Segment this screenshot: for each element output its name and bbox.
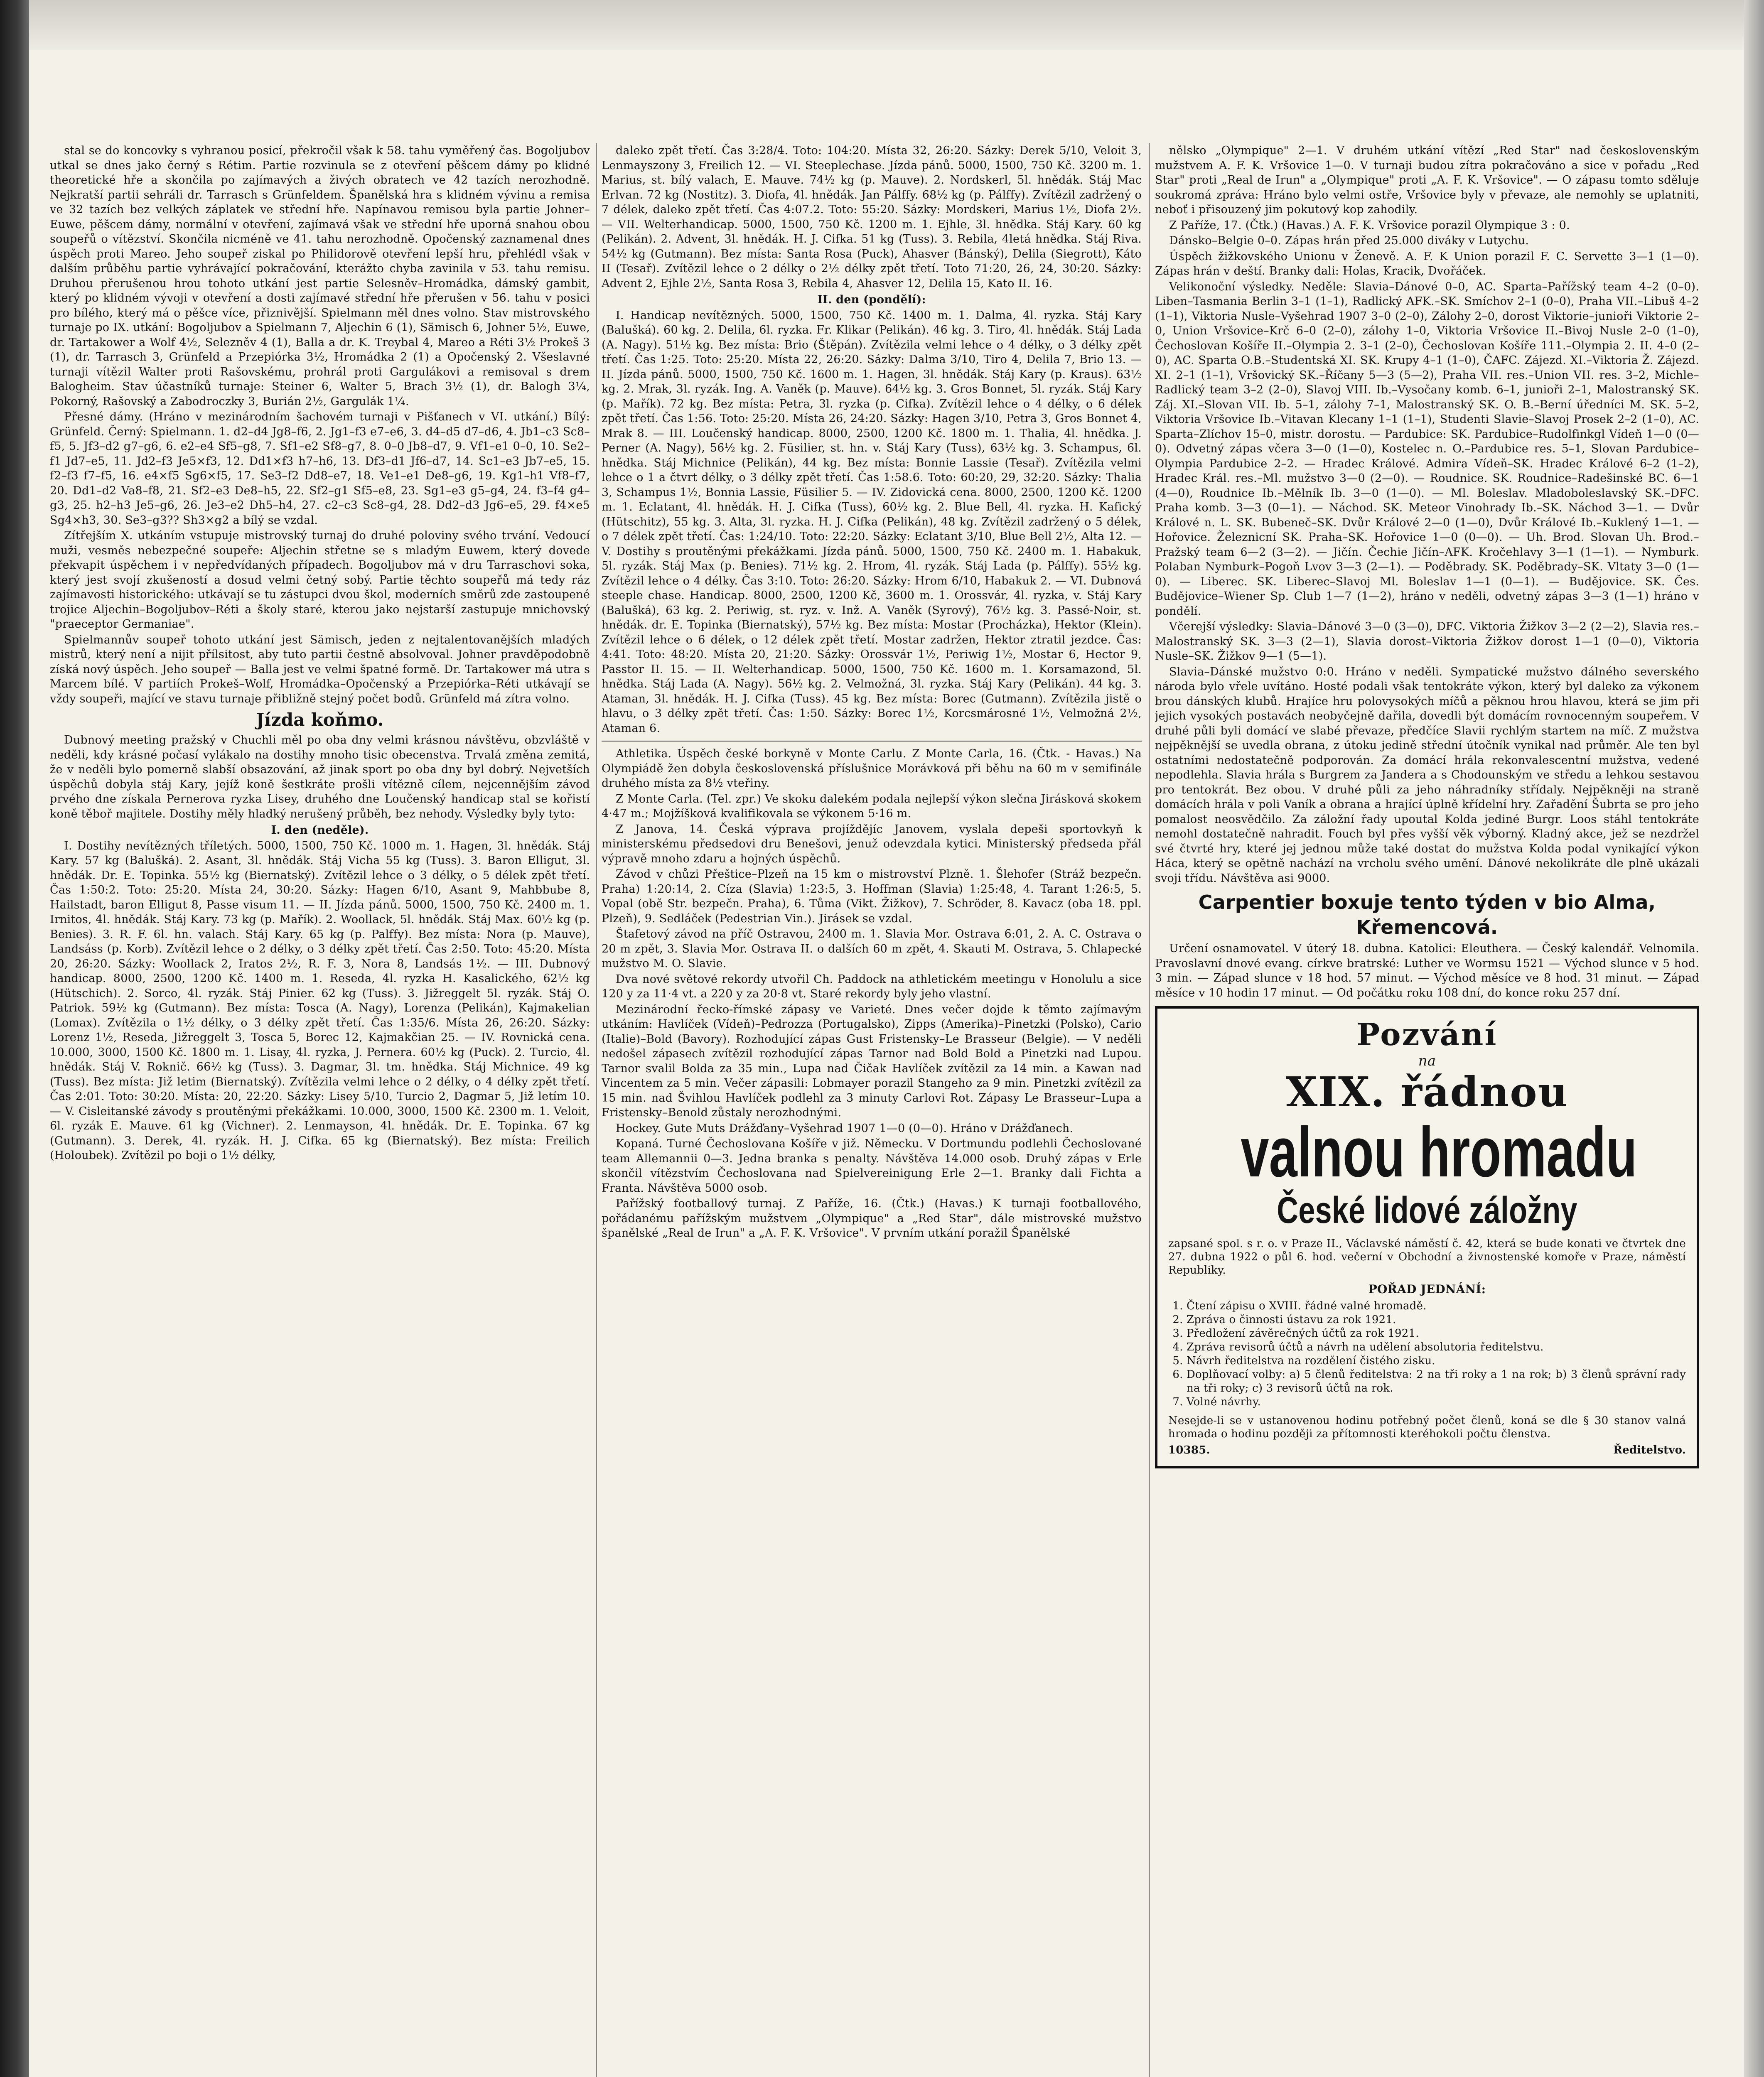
program-item: 7. Volné návrhy. <box>1187 1395 1686 1409</box>
hockey-paragraph: Hockey. Gute Muts Drážďany–Vyšehrad 1907 1—0 (0—0). Hráno v Drážďanech. <box>616 1122 1074 1135</box>
program-item: 5. Návrh ředitelstva na rozdělení čistého zisku. <box>1187 1354 1686 1368</box>
column-rule <box>596 143 597 2077</box>
calendar-paragraph: Určení osnamovatel. V úterý 18. dubna. Katolici: Eleuthera. — Český kalendář. Velnomila. Pravoslavní dnové evang. církve bratrské: Luther ve Wormsu 1521 — Východ slunce v 5 hod. 3 min. — Západ slunce v 18 hod. 57 minut. — Východ měsíce ve 8 hod. 31 minut. — Západ měsíce v 10 hodin 17 minut. — Od počátku roku 108 dní, do konce roku 257 dní. <box>1155 942 1699 999</box>
racing-results: I. Dostihy nevítězných tříletých. 5000, 1500, 750 Kč. 1000 m. 1. Hagen, 3l. hnědák. Stáj Kary. 57 kg (Balušká). 2. Asant, 3l. hnědák. Stáj Vicha 55 kg (Tuss). 3. Baron Elligut, 3l. hnědák. Dr. E. Topinka. 55½ kg (Biernatský). Zvítězil lehce o 3 délky, o 5 délek zpět třetí. Čas 1:50:2. Toto: 25:20. Místa 24, 30:20. Sázky: Hagen 6/10, Asant 9, Mahbbube 8, Hailstadt, baron Elligut 8, Passe visum 11. — II. Jízda pánů. 5000, 1500, 750 Kč. 2400 m. 1. Irnitos, 4l. hnědák. Stáj Kary. 73 kg (p. Mařík). 2. Woollack, 5l. hnědák. Stáj Max. 60½ kg (p. Benies). 3. R. F. 6l. hn. valach. Stáj Kary. 65 kg (p. Palffy). Bez místa: Nora (p. Mauve), Landsáss (p. Korb). Zvítězil lehce o 2 délky, o 3 délky zpět třetí. Čas 2:50. Toto: 45:20. Místa 20, 26:20. Sázky: Woollack 2, Iratos 2½, R. F. 3, Nora 8, Landsás 1½. — III. Dubnový handicap. 8000, 2500, 1200 Kč. 1400 m. 1. Reseda, 4l. ryzka H. Kasalického, 62½ kg (Hütschich). 2. Sorco, 4l. ryzák. Stáj Pinier. 62 kg (Tuss). 3. Jižreggelt 5l. ryzák. Stáj O. Patriok. 59½ kg (Gutmann). Bez místa: Tosca (A. Nagy), Lorenza (Pelikán), Kajmakelian (Lomax). Zvítězila o 1½ délky, o 3 délky zpět třetí. Čas 1:35/6. Místa 26, 26:20. Sázky: Lorenz 1½, Reseda, Jižreggelt 3, Tosca 5, Borec 12, Kajmakčian 25. — IV. Rovnická cena. 10.000, 3000, 1500 Kč. 1800 m. 1. Lisay, 4l. ryzka, J. Pernera. 60½ kg (Puck). 2. Turcio, 4l. hnědák. Stáj V. Roknič. 66½ kg (Tuss). 3. Dagmar, 3l. tm. hnědka. Stáj Michnice. 49 kg (Tuss). Bez místa: Již letim (Biernatský). Zvítězila velmi lehce o 2 délky, o 4 délky zpět třetí. Čas 2:01. Toto: 30:20. Místa: 20, 22:20. Sázky: Lisey 5/10, Turcio 2, Dagmar 5, Již letím 10. — V. Cisleitanské závody s proutěnými překážkami. 10.000, 3000, 1500 Kč. 2300 m. 1. Veloit, 6l. ryzák E. Mauve. 61 kg (Vichner). 2. Lenmayson, 4l. hnědák. Dr. E. Topinka. 67 kg (Gutmann). 3. Derek, 4l. ryzák. H. J. Cifka. 65 kg (Biernatský). Bez místa: Freilich (Holoubek). Zvítězil po boji o 1½ délky, <box>50 839 590 1162</box>
easter-results: Velikonoční výsledky. Neděle: Slavia–Dánové 0–0, AC. Sparta–Pařížský team 4–2 (0–0). Liben–Tasmania Berlin 3–1 (1–1), Radlický AFK.–SK. Smíchov 2–1 (0–0), Praha VII.–Libuš 4–2 (1–1), Viktoria Nusle–Vyšehrad 1907 3–0 (2–0), Zálohy 2–0, dorost Viktorie–junioři Viktorie 2–0, Union Vršovice–Krč 6–0 (2–0), zálohy 1–0, Viktoria Vršovice II.–Bivoj Nusle 2–0 (1–0), Čechoslovan Košíře II.–Olympia 2. 3–1 (2–0), Čechoslovan Košíře 111.–Olympia 2. II. 4–0 (2–0), AC. Sparta O.B.–Studentská XI. SK. Krupy 4–1 (1–0), ČAFC. Zájezd. XI.–Viktoria Ž. Zájezd. XI. 2–1 (1–1), Vršovický SK.–Říčany 5—3 (5—2), Praha VII. res.–Union VII. res. 3–2, Michle–Radlický team 3–2 (2–0), Slavoj VIII. Ib.–Vysočany komb. 6–1, junioři 2–1, Malostranský SK. Záj. XI.–Slovan VII. Ib. 5–1, zálohy 7–1, Malostranský SK. O. B.–Berní úředníci M. SK. 5–2, Viktoria Vršovice Ib.–Vitavan Klecany 1–1 (1–1), Studenti Slavie–Slavoj Prosek 2–2 (1–0), AC. Sparta–Zlíchov 15–0, mistr. dorostu. — Pardubice: SK. Pardubice–Rudolfinkgl Vídeň 1—0 (0—0). Odvetný zápas včera 3—0 (1—0), Kostelec n. O.–Pardubice res. 5–1, Slovan Pardubice–Olympia Pardubice 2–2. — Hradec Králové. Admira Vídeň–SK. Hradec Králové 6–2 (1–2), Hradec Král. res.–Ml. mužstvo 3—0 (2—0). — Roudnice. SK. Roudnice–Radešinské BC. 6—1 (4—0), Roudnice Ib.–Mělník Ib. 3—0 (1—0). — Ml. Boleslav. Mladoboleslavský SK.–DFC. Praha komb. 3—3 (0—1). — Náchod. SK. Meteor Vinohrady Ib.–SK. Náchod 3—1. — Dvůr Králové n. L. SK. Bubeneč–SK. Dvůr Králové 2—0 (1—0), Dvůr Králové Ib.–Kuklený 1—1. — Hořovice. Železnicní SK. Praha–SK. Hořovice 1—0 (0—0). — Uh. Brod. Slovan Uh. Brod.–Pražský team 6—2 (3—2). — Jičín. Čechie Jičín–AFK. Kročehlavy 3—1 (1—1). — Nymburk. Polaban Nymburk–Pogoň Lvov 3—3 (2—1). — Poděbrady. SK. Poděbrady–SK. Vltaty 3—0 (1—0). — Liberec. SK. Liberec–Slavoj Ml. Boleslav 1—1 (0—1). — Budějovice. SK. Čes. Budějovice–Wiener Sp. Club 1—7 (1—2), hráno v neděli, odvetný zápas 3—3 (1—1) hráno v pondělí. <box>1155 280 1699 618</box>
football-paragraph: Úspěch žižkovského Unionu v Ženevě. A. F. K Union porazil F. C. Servette 3—1 (1—0). Zápas hrán v deští. Branky dali: Holas, Kracik, Dvořáček. <box>1155 250 1699 277</box>
athletics-paragraph: Athletika. Úspěch české borkyně v Monte Carlu. Z Monte Carla, 16. (Čtk. - Havas.) Na Olympiádě žen dobyla československá příslušnice Morávková při běhu na 60 m v semifinále druhého místa za 8½ vteřiny. <box>602 747 1142 790</box>
football-paragraph: Dánsko–Belgie 0–0. Zápas hrán před 25.000 diváky v Lutychu. <box>1169 234 1529 247</box>
records-paragraph: Dva nové světové rekordy utvořil Ch. Paddock na athletickém meetingu v Honolulu a sice 120 y za 11·4 vt. a 220 y za 20·8 vt. Staré rekordy byly jeho vlastní. <box>602 972 1142 1000</box>
football-paragraph: nělsko „Olympique" 2—1. V druhém utkání vítězí „Red Star" nad československým mužstvem A. F. K. Vršovice 1—0. V turnaji budou zítra pokračováno a sice v pořadu „Red Star" proti „Real de Irun" a „Olympique" proti „A. F. K. Vršovice". — O zápasu tomto sděluje soukromá zpráva: Hráno bylo velmi ostře, Vršovice byly v převaze, ale nemohly se uplatniti, neboť i přisouzený jim pokutový kop zahodily. <box>1155 144 1699 216</box>
racing-day-heading: I. den (neděle). <box>271 824 369 837</box>
athletics-paragraph: Z Monte Carla. (Tel. zpr.) Ve skoku dalekém podala nejlepší výkon slečna Jirásková skokem 4·47 m.; Mojžíšková kvalifikovala se výkonem 5·16 m. <box>602 792 1142 820</box>
racing-results-day2: I. Handicap nevítězných. 5000, 1500, 750 Kč. 1400 m. 1. Dalma, 4l. ryzka. Stáj Kary (Balušká). 60 kg. 2. Delila, 6l. ryzka. Fr. Klikar (Pelikán). 46 kg. 3. Tiro, 4l. hnědák. Stáj Lada (A. Nagy). 51½ kg. Bez místa: Brio (Štěpán). Zvítězila velmi lehce o 4 délky, o 3 délky zpět třetí. Čas 1:25. Toto: 25:20. Místa 22, 26:20. Sázky: Dalma 3/10, Tiro 4, Delila 7, Brio 13. — II. Jízda pánů. 5000, 1500, 750 Kč. 1600 m. 1. Hagen, 3l. hnědák. Stáj Kary (p. Kraus). 63½ kg. 2. Mrak, 3l. ryzák. Ing. A. Vaněk (p. Mauve). 64½ kg. 3. Gros Bonnet, 5l. ryzák. Stáj Kary (p. Mařík). 72 kg. Bez místa: Petra, 3l. ryzka (p. Cifka). Zvítězil lehce o 4 délky, o 6 délek zpět třetí. Čas 1:56. Toto: 25:20. Místa 26, 24:20. Sázky: Hagen 3/10, Petra 3, Gros Bonnet 4, Mrak 8. — III. Loučenský handicap. 8000, 2500, 1200 Kč. 1800 m. 1. Thalia, 4l. hnědka. J. Perner (A. Nagy), 56½ kg. 2. Füsilier, st. hn. v. Stáj Kary (Tuss), 63½ kg. 3. Schampus, 6l. hnědka. Stáj Michnice (Pelikán), 44 kg. Bez místa: Bonnie Lassie (Tesař). Zvítězila velmi lehce o 1 a čtvrt délky, o 3 délky zpět třetí. Čas 1:58.6. Toto: 60:20, 29, 32:20. Sázky: Thalia 3, Schampus 1½, Bonnia Lassie, Füsilier 5. — IV. Zidovická cena. 8000, 2500, 1200 Kč. 1200 m. 1. Eclatant, 4l. hnědák. H. J. Cifka (Tuss), 60½ kg. 2. Blue Bell, 4l. ryzka. H. Kafický (Hütschitz), 55 kg. 3. Alta, 3l. ryzka. H. J. Cifka (Pelikán), 48 kg. Zvítězil zadržený o 5 délek, o 7 délek zpět třetí. Čas: 1:24/10. Toto: 22:20. Sázky: Eclatant 3/10, Blue Bell 2½, Alta 12. — V. Dostihy s proutěnými překážkami. Jízda pánů. 5000, 1500, 750 Kč. 2400 m. 1. Habakuk, 5l. ryzák. Stáj Max (p. Benies). 71½ kg. 2. Hrom, 4l. ryzák. Stáj Lada (p. Pálffy). 55½ kg. Zvítězil lehce o 4 délky. Čas 3:10. Toto: 26:20. Sázky: Hrom 6/10, Habakuk 2. — VI. Dubnová steeple chase. Handicap. 8000, 2500, 1200 Kč, 3600 m. 1. Orossvár, 4l. ryzka, v. Stáj Kary (Balušká), 63 kg. 2. Periwig, st. ryz. v. Inž. A. Vaněk (Syrový), 76½ kg. 3. Passé-Noir, st. hnědák. dr. E. Topinka (Biernatský), 57½ kg. Bez místa: Mostar (Procházka), Hektor (Klein). Zvítězil lehce o 6 délek, o 12 délek zpět třetí. Mostar zadržen, Hektor ztratil jezdce. Čas: 4:41. Toto: 48:20. Místa 20, 21:20. Sázky: Orossvár 1½, Periwig 1½, Mostar 6, Hector 9, Passtor II. 15. — II. Welterhandicap. 5000, 1500, 750 Kč. 1600 m. 1. Korsamazond, 5l. hnědka. Stáj Lada (A. Nagy). 56½ kg. 2. Velmožná, 3l. ryzka. Stáj Kary (Pelikán). 44 kg. 3. Ataman, 3l. hnědák. H. J. Cifka (Tuss). 45 kg. Bez místa: Borec (Gutmann). Zvítězila jistě o hlavu, o 3 délky zpět třetí. Čas: 1:50. Sázky: Borec 1½, Korcsmárosné 1½, Velmožná 2½, Ataman 6. <box>602 309 1142 735</box>
racing-day2-heading: II. den (pondělí): <box>817 293 926 306</box>
boxing-banner: Carpentier boxuje tento týden v bio Alma, Křemencová. <box>1198 891 1656 938</box>
column-rule <box>1149 143 1150 2077</box>
scan-right-edge <box>1744 0 1764 2077</box>
column-3 <box>1155 143 1699 2077</box>
invitation-program-title: POŘAD JEDNÁNÍ: <box>1368 1282 1486 1296</box>
chess-game-notation: Přesné dámy. (Hráno v mezinárodním šachovém turnaji v Pišťanech v VI. utkání.) Bílý: Grünfeld. Černý: Spielmann. 1. d2–d4 Jg8–f6, 2. Jg1–f3 e7–e6, 3. d4–d5 d7–d6, 4. Jb1–c3 Sc8–f5, 5. Jf3–d2 g7–g6, 6. e2–e4 Sf5–g8, 7. Sf1–e2 Sf8–g7, 8. 0–0 Jb8–d7, 9. Vf1–e1 0–0, 10. Se2–f1 Jd7–e5, 11. Jd2–f3 Je5×f3, 12. Dd1×f3 h7–h6, 13. Df3–d1 Jf6–d7, 14. Sc1–e3 Jb7–e5, 15. f2–f3 f7–f5, 16. e4×f5 Sg6×f5, 17. Se3–f2 Dd8–e7, 18. Ve1–e1 De8–g6, 19. Kg1–h1 Vf8–f7, 20. Dd1–d2 Va8–f8, 21. Sf2–e3 De8–h5, 22. Sf2–g1 Sf5–e8, 23. Sg1–e3 g5–g4, 24. f3–f4 g4–g3, 25. h2–h3 Je5–g6, 26. Je3–e2 Dh5–h4, 27. c2–c3 Sc8–g4, 28. Dd2–d3 Jg6–e5, 29. f4×e5 Sg4×h3, 30. Se3–g3?? Sh3×g2 a bílý se vzdal. <box>50 410 590 527</box>
racing-results-cont: daleko zpět třetí. Čas 3:28/4. Toto: 104:20. Místa 32, 26:20. Sázky: Derek 5/10, Veloit 3, Lenmayszony 3, Freilich 12. — VI. Steeplechase. Jízda pánů. 5000, 1500, 750 Kč. 3200 m. 1. Marius, st. bílý valach, E. Mauve. 74½ kg (p. Mauve). 2. Nordskerl, 5l. hnědák. Stáj Mac Erlvan. 72 kg (Nostitz). 3. Diofa, 4l. hnědák. Jan Pálffy. 68½ kg (p. Pálffy). Zvítězil zadržený o 7 délek, daleko zpět třetí. Čas 4:07.2. Toto: 55:20. Sázky: Mordskeri, Marius 1½, Diofa 2½. — VII. Welterhandicap. 5000, 1500, 750 Kč. 1200 m. 1. Ejhle, 3l. hnědka. Stáj Kary. 60 kg (Pelikán). 2. Advent, 3l. hnědák. H. J. Cifka. 51 kg (Tuss). 3. Rebila, 4letá hnědka. Stáj Riva. 54½ kg (Gutmann). Bez místa: Santa Rosa (Puck), Ahasver (Bánský), Delila (Siegrott), Káto II (Tesař). Zvítězil lehce o 2 délky o 2½ délky zpět třetí. Toto 71:20, 26, 24, 30:20. Sázky: Advent 2, Ejhle 2½, Santa Rosa 3, Rebila 4, Ahasver 12, Delila 15, Kato II. 16. <box>602 144 1142 290</box>
invitation-signoff <box>1168 1443 1686 1458</box>
invitation-valnou-hromadu: valnou hromadu <box>1241 1113 1637 1192</box>
scan-top-edge <box>29 0 1744 50</box>
invitation-org-name: České lidové záložny <box>1277 1190 1577 1231</box>
chess-report-paragraph: stal se do koncovky s vyhranou posicí, překročil však k 58. tahu vyměřený čas. Bogoljubov utkal se dnes jako černý s Rétim. Partie rozvinula se z otevření pěšcem dámy po klidné theoretické hře a skončila po zajímavých a živých obratech ve 42 tazích nerozhodně. Nejkratší partii sehráli dr. Tarrasch s Grünfeldem. Španělská hra s klidném vývinu a remisa ve 32 tazích bez velkých záplatek ve střední hře. Napínavou remisou byla partie Johner–Euwe, pěšcem dámy, normální v otevření, zajímavá však ve střední hře uporná snahou obou soupeřů o vítězství. Skončila nicméně ve 41. tahu nerozhodně. Opočenský zaznamenal dnes úspěch proti Mareo. Jeho soupeř ziskal po Philidorově otevření lepší hru, přehlédl však v dalším průběhu partie vyhrávající pokračování, kterážto chyba zavinila v 53. tahu remisu. Druhou přerušenou hrou tohoto utkání jest partie Selesněv–Hromádka, dámský gambit, který po klidném vývoji v otevření a dosti zajímavé střední hře přerušen v 56. tahu v posici pro bílého, který má o pěšce více, přiznivější. Spielmann měl dnes volno. Stav mistrovského turnaje po IX. utkání: Bogoljubov a Spielmann 7, Aljechin 6 (1), Sämisch 6, Johner 5½, Euwe, dr. Tartakower a Wolf 4½, Selezněv 4 (1), Balla a dr. K. Treybal 4, Mareo a Réti 3½ Prokeš 3 (1), dr. Tarrasch 3, Grünfeld a Przepiórka 3½, Hromádka 2 (1) a Opočenský 2. Všeslavné turnaji vítězil Walter proti Rašovskému, prohrál proti Gargulákovi a remisoval s drem Balogheim. Stav účastníků turnaje: Steiner 6, Walter 5, Brach 3½ (1), dr. Balogh 3¼, Pokorný, Rašovský a Zabodroczky 3, Burián 2½, Gargulák 1¼. <box>50 144 590 408</box>
program-item: 6. Doplňovací volby: a) 5 členů ředitelstva: 2 na tři roky a 1 na rok; b) 3 členů správní rady na tři roky; c) 3 revisorů účtů na rok. <box>1187 1368 1686 1395</box>
program-item: 2. Zpráva o činnosti ústavu za rok 1921. <box>1187 1313 1686 1327</box>
yesterday-results: Včerejší výsledky: Slavia–Dánové 3—0 (3—0), DFC. Viktoria Žižkov 3—2 (2—2), Slavia res.–Malostranský SK. 3—3 (2—1), Slavia dorost–Viktoria Žižkov dorost 1—1 (0—0), Viktoria Nusle–SK. Žižkov 9—1 (5—1). <box>1155 620 1699 663</box>
athletics-paragraph: Z Janova, 14. Česká výprava projíždějíc Janovem, vyslala depeši sportovkyň k ministerskému předsedovi dru Benešovi, jenuž odevzdala kytici. Ministerský předseda přál výpravě mnoho zdaru a hojných úspěchů. <box>602 822 1142 865</box>
column-1 <box>50 143 590 2077</box>
chess-preview-paragraph-2: Spielmannův soupeř tohoto utkání jest Sämisch, jeden z nejtalentovanějších mladých mistrů, který není a nijit přílsitost, aby tuto partii čestně absolvoval. Johner pravděpodobně získá nový úspěch. Jeho soupeř — Balla jest ve velmi špatné formě. Dr. Tartakower má utra s Marcem bílé. V partiích Prokeš–Wolf, Hromádka–Opočenský a Przepiórka–Réti utkávají se vždy soupeři, mající ve stavu turnaje přibližně stejný počet bodů. Grünfeld má zítra volno. <box>50 633 590 705</box>
program-item: 3. Předložení závěrečných účtů za rok 1921. <box>1187 1327 1686 1340</box>
invitation-na: na <box>1418 1053 1436 1069</box>
invitation-intro: zapsané spol. s r. o. v Praze II., Václavské náměstí č. 42, která se bude konati ve čtvrtek dne 27. dubna 1922 o půl 6. hod. večerní v Obchodní a živnostenské komoře v Praze, náměstí Republiky. <box>1168 1237 1686 1277</box>
relay-race-paragraph: Štafetový závod na příč Ostravou, 2400 m. 1. Slavia Mor. Ostrava 6:01, 2. A. C. Ostrava o 20 m zpět, 3. Slavia Mor. Ostrava II. o dalších 60 m zpět, 4. Skauti M. Ostrava, 5. Chlapecké mužstvo M. O. Slavie. <box>602 928 1142 970</box>
slavia-match-report: Slavia–Dánské mužstvo 0:0. Hráno v neděli. Sympatické mužstvo dálného severského národa bylo vřele uvítáno. Hosté podali však tentokráte výkon, který byl daleko za výkonem brou dánských klubů. Hrajíce hru polovysokých míčů a pěknou hrou hlavou, která se jim při jejich vysokých postavách neobyčejně dařila, dovedli být domácím rovnocenným soupeřem. V druhé půli byli domácí ve slabé převaze, předčíce Slavii rychlým startem na míč. Z mužstva nejpěknější se uvedla obrana, z útoku jedině střední útočník vynikal nad průměr. Ale ten byl ostatními nedostatečně podporován. Za domácí hrála rekonvalescentní mužstva, vedené nepodlehla. Slavia hrála s Burgrem za Jandera a s Chodounským ve středu a lehkou sestavou pro tentokrát. Bez obou. V druhé půli za jeho náhradníky střídaly. Nejpěkněji na straně domácích hrála v poli Vaník a obrana a hrající úplně křídelní hry. Zařadění Šubrta se pro jeho pomalost neosvědčilo. Za záložní řady upoutal Kolda jediné Burgr. Loos stáhl tentokráte nemohl dostatečně nahradit. Fouch byl přes vyšší věk výborný. Kladný akce, jež se nezdržel své čtvrté hry, které jej jednou může také dostat do mužstva Kolda podal vynikající výkon Háca, který se opětně nachází na vrcholu svého umění. Dánové nekolikráte dle plně ukázali svoji třídu. Návštěva asi 9000. <box>1155 665 1699 885</box>
program-item: 4. Zpráva revisorů účtů a návrh na udělení absolutoria ředitelstvu. <box>1187 1340 1686 1354</box>
football-paragraph: Pařížský footballový turnaj. Z Paříže, 16. (Čtk.) (Havas.) K turnaji footballového, pořádanému pařížským mužstvem „Olympique" a „Red Star", dále mistrovské mužstvo španělské „Real de Irun" a „A. F. K. Vršovice". V prvním utkání poražil Španělské <box>602 1197 1142 1240</box>
invitation-title: Pozvání <box>1356 1017 1498 1053</box>
football-paragraph: Z Paříže, 17. (Čtk.) (Havas.) A. F. K. Vršovice porazil Olympique 3 : 0. <box>1169 219 1570 232</box>
football-paragraph: Kopaná. Turné Čechoslovana Košíře v již. Německu. V Dortmundu podlehli Čechoslované team Allemannii 0—3. Jedna branka s penalty. Návštěva 14.000 osob. Druhý zápas v Erle skončil vítězstvím Čechoslovana nad Spielvereinigung Erle 2—1. Branky dali Fichta a Franta. Návštěva 5000 osob. <box>602 1137 1142 1195</box>
invitation-program-list <box>1168 1299 1686 1409</box>
invitation-code: 10385. <box>1168 1444 1210 1456</box>
column-2 <box>602 143 1142 2077</box>
invitation-box <box>1155 1006 1699 1468</box>
newspaper-page <box>46 143 1707 2077</box>
walking-race-paragraph: Závod v chůzi Přeštice–Plzeň na 15 km o mistrovství Plzně. 1. Šlehofer (Stráž bezpečn. Praha) 1:20:14, 2. Cíza (Slavia) 1:23:5, 3. Hoffman (Slavia) 1:25:48, 4. Tarant 1:26:5, 5. Vopal (obě Str. bezpečn. Praha), 6. Tůma (Vikt. Žižkov), 7. Schröder, 8. Kavacz (oba 18. ppl. Plzeň), 9. Sedláček (Pedestrian Vin.). Jirásek se vzdal. <box>602 868 1142 925</box>
invitation-xix: XIX. řádnou <box>1286 1068 1568 1116</box>
racing-section-title: Jízda koňmo. <box>256 710 384 730</box>
chess-preview-paragraph: Zítřejším X. utkáním vstupuje mistrovský turnaj do druhé poloviny svého trvání. Vedoucí muži, vesměs nebezpečné soupeře: Aljechin střetne se s mladým Euwem, který dovede překvapit úspěchem i v nepředvídaných případech. Bogoljubov má v dru Tarraschovi soka, který jest svojí zkušeností a dosud velmi četný sobý. Partie těchto soupeřů má tedy ráz zajímavosti historického: utkávají se tu zástupci dvou škol, moderních směrů zde zastoupené trojice Aljechin–Bogoljubov–Réti a školy staré, kterou jako nejstarší zastupuje mnichovský "praeceptor Germaniae". <box>50 529 590 631</box>
program-item: 1. Čtení zápisu o XVIII. řádné valné hromadě. <box>1187 1299 1686 1313</box>
invitation-note: Nesejde-li se v ustanovenou hodinu potřebný počet členů, koná se dle § 30 stanov valná hromada o hodinu později za přítomnosti kteréhokoli počtu členstva. <box>1168 1414 1686 1440</box>
scan-left-edge <box>0 0 29 2077</box>
racing-intro: Dubnový meeting pražský v Chuchli měl po oba dny velmi krásnou návštěvu, obzvláště v neděli, kdy krásné počasí vylákalo na dostihy mnoho tisic obecenstva. Trvalá změna zemitá, že v neděli bylo pomerně slabší obsazování, až jinak sport po oba dny byl dobrý. Nejvetších úspěchů dobyla stáj Kary, jejíž koně šestkráte prošli vítězně cílem, nejcennějším závod prvého dne získala Pernerova ryzka Lisey, druhého dne Loučenský handicap stal se kořistí koně těboř majitele. Dostihy měly hladký nerušený průběh, bez nehody. Výsledky byly tyto: <box>50 734 590 820</box>
wrestling-paragraph: Mezinárodní řecko-římské zápasy ve Varieté. Dnes večer dojde k těmto zajímavým utkáním: Havlíček (Vídeň)–Pedrozza (Portugalsko), Zipps (Amerika)–Pinetzki (Polsko), Cario (Italie)–Bold (Bavory). Rozhodující zápas Gust Fristensky–Le Brasseur (Belgie). — V neděli nedošel zápasech zvítězil rozhodující zápas Tarnor nad Bold Bold a Pinetzki nad Lupou. Tarnor svalil Bolda za 35 min., Lupa nad Čičak Havlíček zvítězil za 14 min. a Kawan nad Vincentem za 5 min. Večer zápasili: Lobmayer porazil Stangeho za 9 min. Pinetzki zvítězil za 15 min. nad Švihlou Havlíček podlehl za 3 minuty Carlovi Rot. Zápasy Le Brasseur–Lupa a Fristensky–Benold zůstaly nerozhodnými. <box>602 1003 1142 1119</box>
invitation-signature: Ředitelstvo. <box>1613 1444 1686 1456</box>
